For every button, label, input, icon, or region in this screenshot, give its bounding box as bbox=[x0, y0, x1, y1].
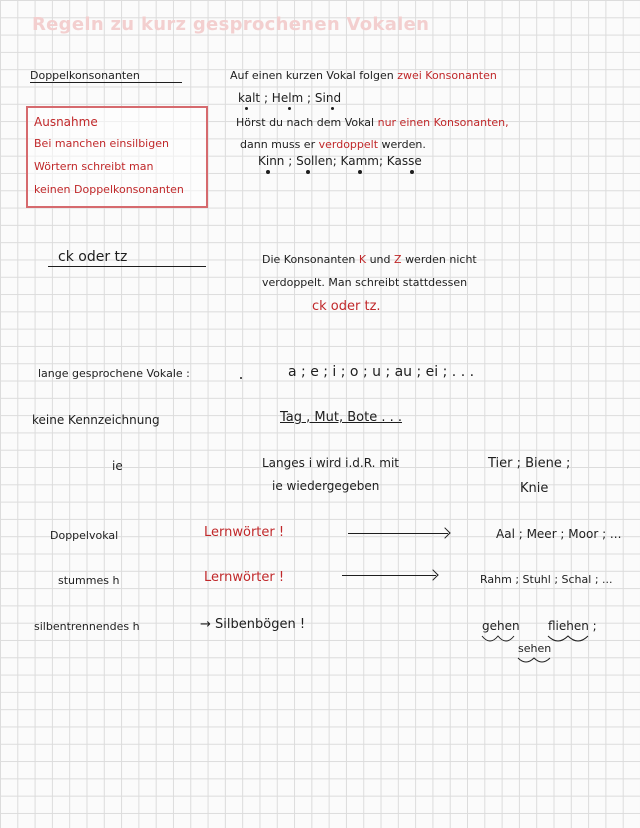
vowel-dot bbox=[331, 107, 334, 110]
separator-dot bbox=[240, 377, 242, 379]
ie-rule-1: Langes i wird i.d.R. mit bbox=[262, 456, 400, 470]
label-silent-h: stummes h bbox=[58, 574, 120, 587]
rule-highlight: K bbox=[358, 253, 367, 266]
heading-underline bbox=[30, 82, 182, 83]
heading-underline bbox=[48, 266, 206, 267]
rule-text: werden nicht bbox=[405, 253, 477, 266]
arrow-icon bbox=[342, 575, 436, 576]
syllable-example-gehen: gehen bbox=[482, 619, 520, 633]
double-vowel-note: Lernwörter ! bbox=[204, 525, 285, 540]
silent-h-examples: Rahm ; Stuhl ; Schal ; ... bbox=[480, 573, 613, 586]
rule-highlight: zwei Konsonanten bbox=[397, 69, 497, 82]
section-heading-doppelkonsonanten: Doppelkonsonanten bbox=[30, 69, 140, 82]
exception-title: Ausnahme bbox=[34, 115, 98, 129]
rule-highlight: nur einen Konsonanten, bbox=[377, 116, 509, 129]
section-heading-ck-tz: ck oder tz bbox=[58, 249, 128, 265]
silent-h-note: Lernwörter ! bbox=[204, 570, 285, 585]
rule-line-1 bbox=[230, 70, 497, 81]
rule-text: Auf einen kurzen Vokal folgen bbox=[230, 69, 394, 82]
label-syllable-h: silbentrennendes h bbox=[34, 620, 140, 633]
arrow-icon bbox=[348, 533, 448, 534]
label-no-marking: keine Kennzeichnung bbox=[32, 413, 160, 427]
ie-examples-2: Knie bbox=[520, 481, 549, 496]
vowel-dot bbox=[358, 170, 362, 174]
cktz-line-1 bbox=[262, 254, 477, 265]
rule-text: und bbox=[369, 253, 391, 266]
vowel-dot bbox=[245, 107, 248, 110]
rule-text: Die Konsonanten bbox=[262, 253, 356, 266]
long-vowels-list: a ; e ; i ; o ; u ; au ; ei ; . . . bbox=[288, 364, 475, 380]
rule-highlight: verdoppelt bbox=[318, 138, 379, 151]
page-title: Regeln zu kurz gesprochenen Vokalen bbox=[32, 14, 430, 35]
section-heading-long-vowels: lange gesprochene Vokale : bbox=[38, 367, 190, 380]
examples-1: kalt ; Helm ; Sind bbox=[238, 91, 342, 105]
vowel-dot bbox=[410, 170, 414, 174]
rule-highlight: Z bbox=[394, 253, 402, 266]
vowel-dot bbox=[288, 107, 291, 110]
rule-text: dann muss er bbox=[240, 138, 316, 151]
ie-rule-2: ie wiedergegeben bbox=[272, 479, 380, 493]
exception-line-1: Bei manchen einsilbigen bbox=[34, 137, 169, 150]
syllable-example-fliehen: fliehen ; bbox=[548, 619, 597, 633]
cktz-line-2: verdoppelt. Man schreibt stattdessen bbox=[262, 276, 468, 289]
syllable-arcs bbox=[476, 628, 616, 664]
double-vowel-examples: Aal ; Meer ; Moor ; ... bbox=[496, 527, 622, 541]
examples-no-marking: Tag , Mut, Bote . . . bbox=[280, 410, 402, 425]
exception-line-2: Wörtern schreibt man bbox=[34, 160, 154, 173]
vowel-dot bbox=[266, 170, 270, 174]
rule-text: Hörst du nach dem Vokal bbox=[236, 116, 375, 129]
syllable-h-note: → Silbenbögen ! bbox=[200, 617, 306, 632]
examples-2: Kinn ; Sollen; Kamm; Kasse bbox=[258, 154, 422, 168]
rule-text: werden. bbox=[381, 138, 426, 151]
syllable-example-sehen: sehen bbox=[518, 642, 552, 655]
exception-line-3: keinen Doppelkonsonanten bbox=[34, 183, 184, 196]
ie-examples-1: Tier ; Biene ; bbox=[488, 456, 571, 471]
cktz-line-3: ck oder tz. bbox=[312, 299, 381, 314]
rule-line-2 bbox=[236, 117, 509, 128]
label-double-vowel: Doppelvokal bbox=[50, 529, 119, 542]
rule-line-3 bbox=[240, 139, 426, 150]
label-ie: ie bbox=[112, 459, 123, 473]
vowel-dot bbox=[306, 170, 310, 174]
